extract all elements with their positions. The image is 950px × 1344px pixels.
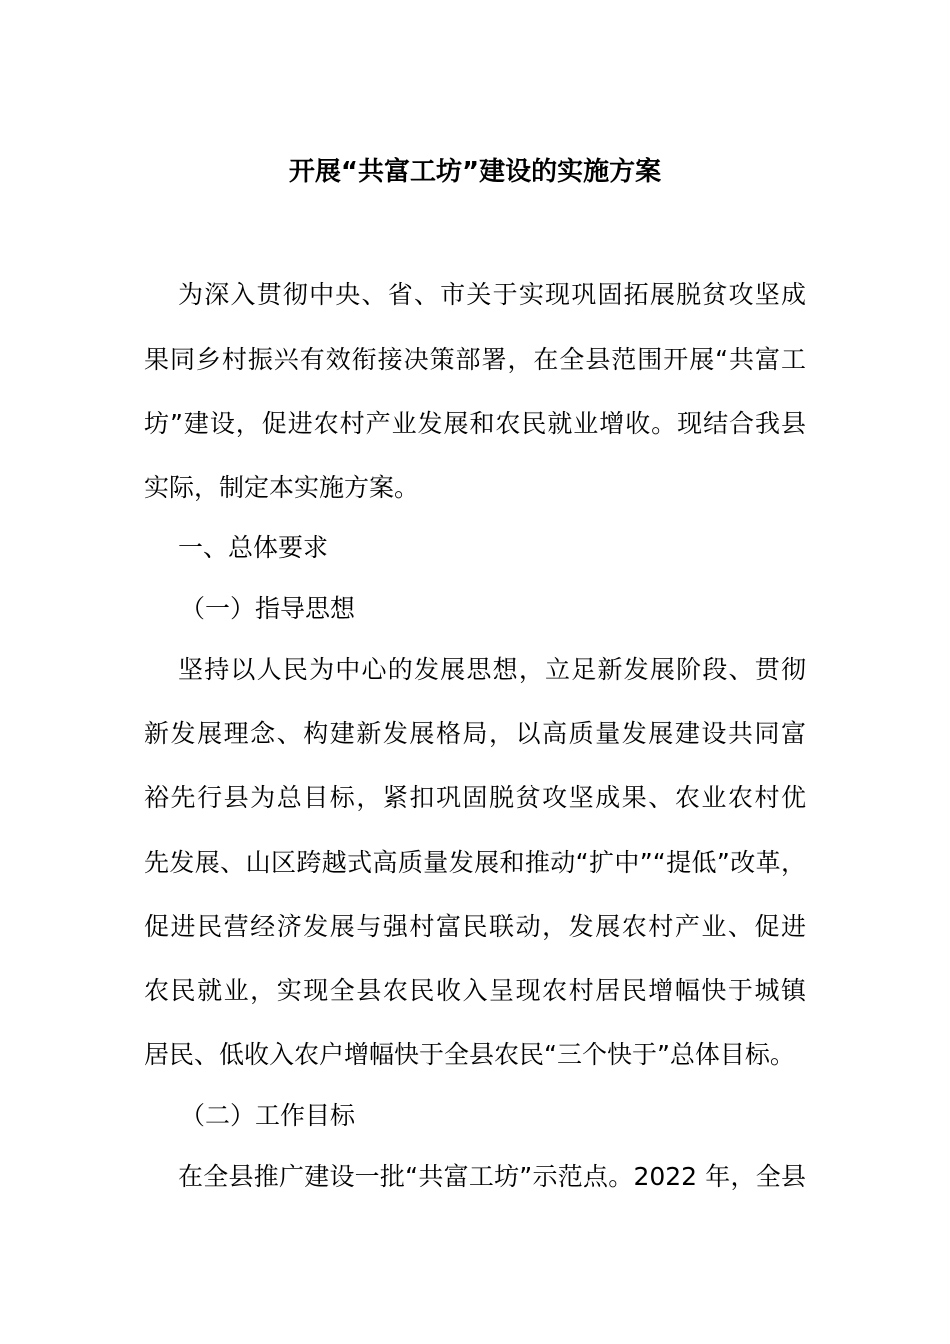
paragraph-line: 为深入贯彻中央、省、市关于实现巩固拓展脱贫攻坚成 xyxy=(178,280,806,309)
paragraph-line: 果同乡村振兴有效衔接决策部署，在全县范围开展“共富工 xyxy=(144,345,806,374)
paragraph-line: 坊”建设，促进农村产业发展和农民就业增收。现结合我县 xyxy=(144,409,806,438)
paragraph-line: 坚持以人民为中心的发展思想，立足新发展阶段、贯彻 xyxy=(178,655,806,684)
paragraph-line: 实际，制定本实施方案。 xyxy=(144,473,420,502)
document-title: 开展“共富工坊”建设的实施方案 xyxy=(288,157,662,187)
subsection-heading: （一）指导思想 xyxy=(180,594,356,623)
section-heading: 一、总体要求 xyxy=(178,533,329,562)
paragraph-line: 新发展理念、构建新发展格局，以高质量发展建设共同富 xyxy=(144,719,806,748)
paragraph-line: 裕先行县为总目标，紧扣巩固脱贫攻坚成果、农业农村优 xyxy=(144,783,806,812)
paragraph-line: 在全县推广建设一批“共富工坊”示范点。2022 年，全县 xyxy=(178,1162,806,1191)
paragraph-line: 促进民营经济发展与强村富民联动，发展农村产业、促进 xyxy=(144,912,806,941)
paragraph-line: 农民就业，实现全县农民收入呈现农村居民增幅快于城镇 xyxy=(144,976,806,1005)
paragraph-line: 居民、低收入农户增幅快于全县农民“三个快于”总体目标。 xyxy=(144,1040,795,1069)
subsection-heading: （二）工作目标 xyxy=(180,1101,356,1130)
paragraph-line: 先发展、山区跨越式高质量发展和推动“扩中”“提低”改革， xyxy=(144,848,806,877)
